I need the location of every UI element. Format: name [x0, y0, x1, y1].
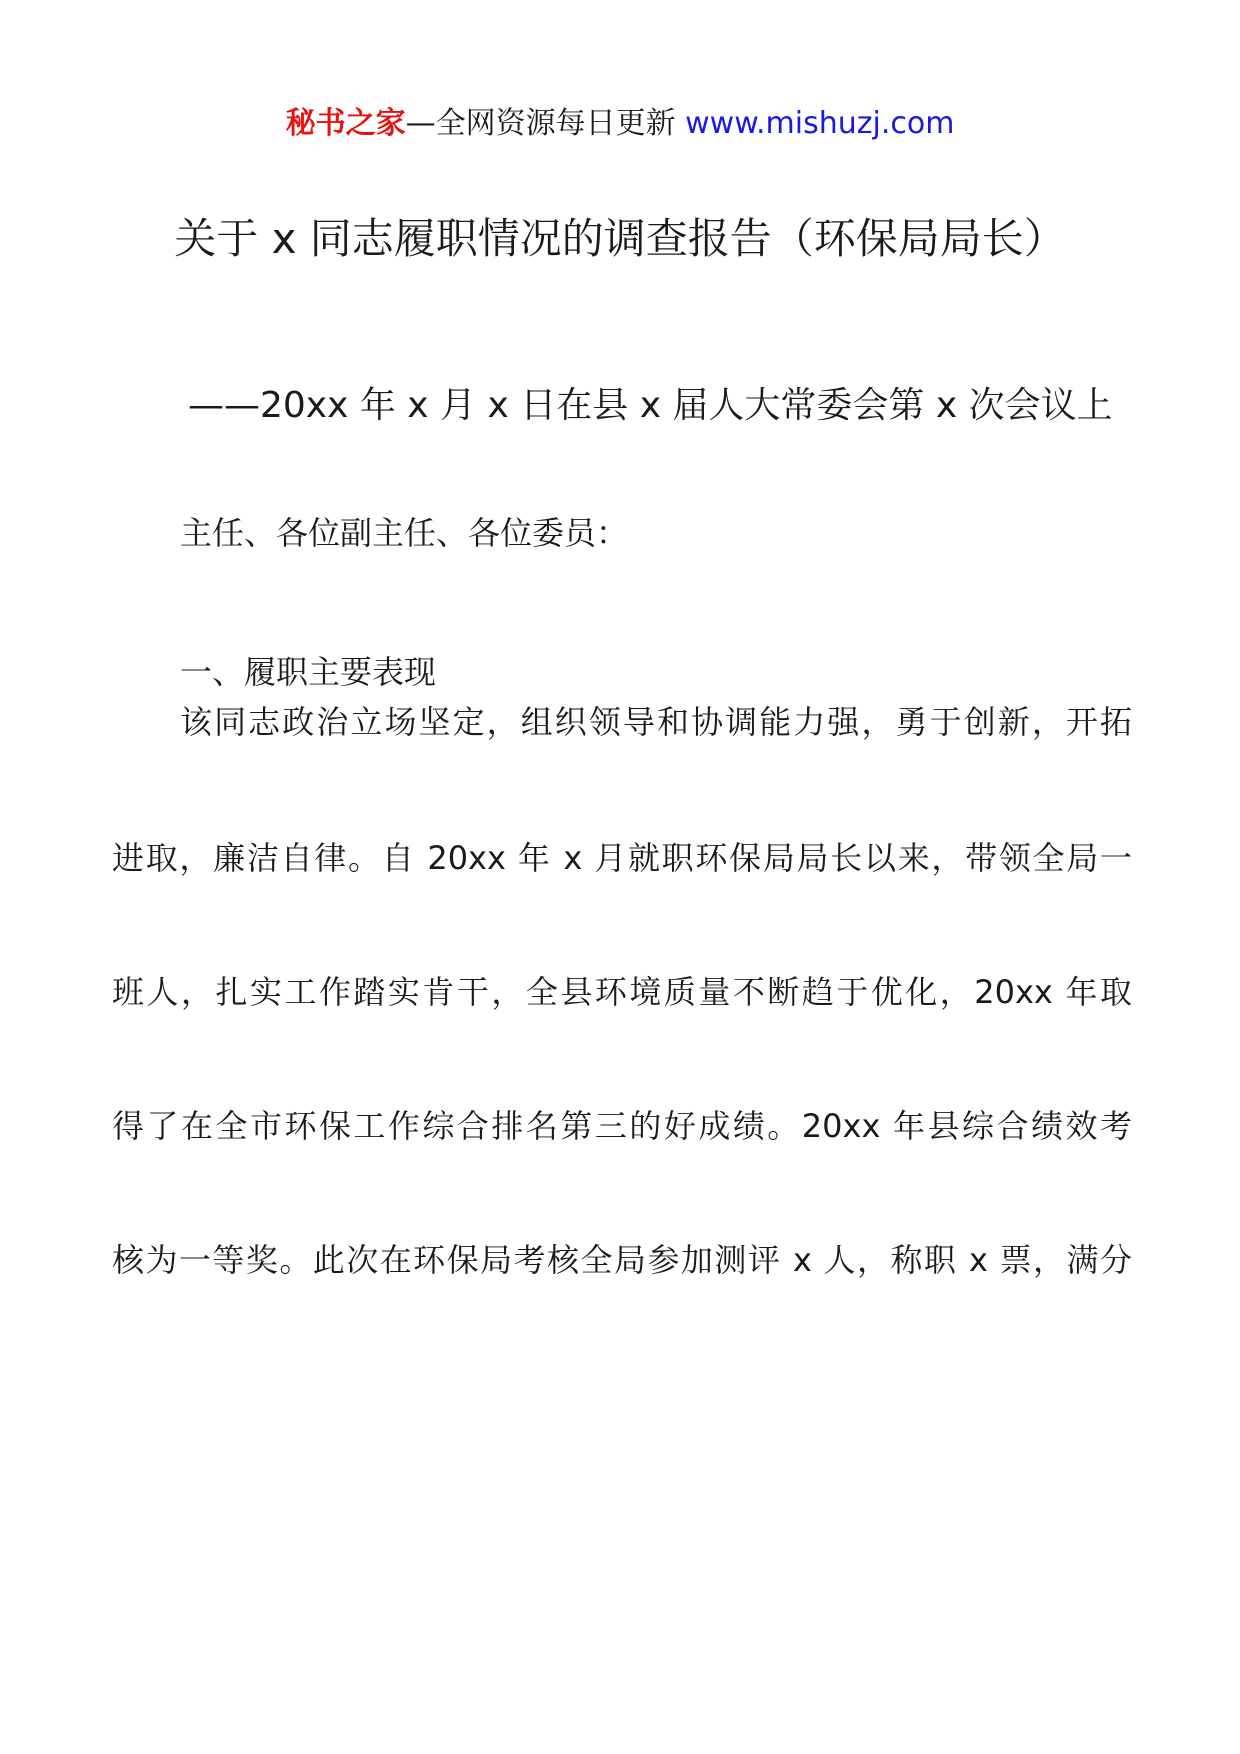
site-header [0, 104, 1240, 144]
body-line: 班人，扎实工作踏实肯干，全县环境质量不断趋于优化，20xx 年取 [112, 973, 1132, 1011]
site-url-link[interactable]: www.mishuzj.com [685, 106, 955, 141]
body-line: 进取，廉洁自律。自 20xx 年 x 月就职环保局局长以来，带领全局一 [112, 839, 1132, 877]
document-subtitle: ——20xx 年 x 月 x 日在县 x 届人大常委会第 x 次会议上 [188, 385, 1113, 426]
salutation: 主任、各位副主任、各位委员： [180, 514, 629, 552]
section-heading: 一、履职主要表现 [180, 653, 437, 691]
body-line: 核为一等奖。此次在环保局考核全局参加测评 x 人，称职 x 票，满分 [112, 1241, 1132, 1279]
brand-name: 秘书之家 [285, 106, 406, 141]
document-title: 关于 x 同志履职情况的调查报告（环保局局长） [174, 214, 1066, 263]
body-line: 得了在全市环保工作综合排名第三的好成绩。20xx 年县综合绩效考 [112, 1107, 1132, 1145]
header-slogan: —全网资源每日更新 [405, 106, 686, 141]
body-line: 该同志政治立场坚定，组织领导和协调能力强，勇于创新，开拓 [180, 703, 1132, 741]
